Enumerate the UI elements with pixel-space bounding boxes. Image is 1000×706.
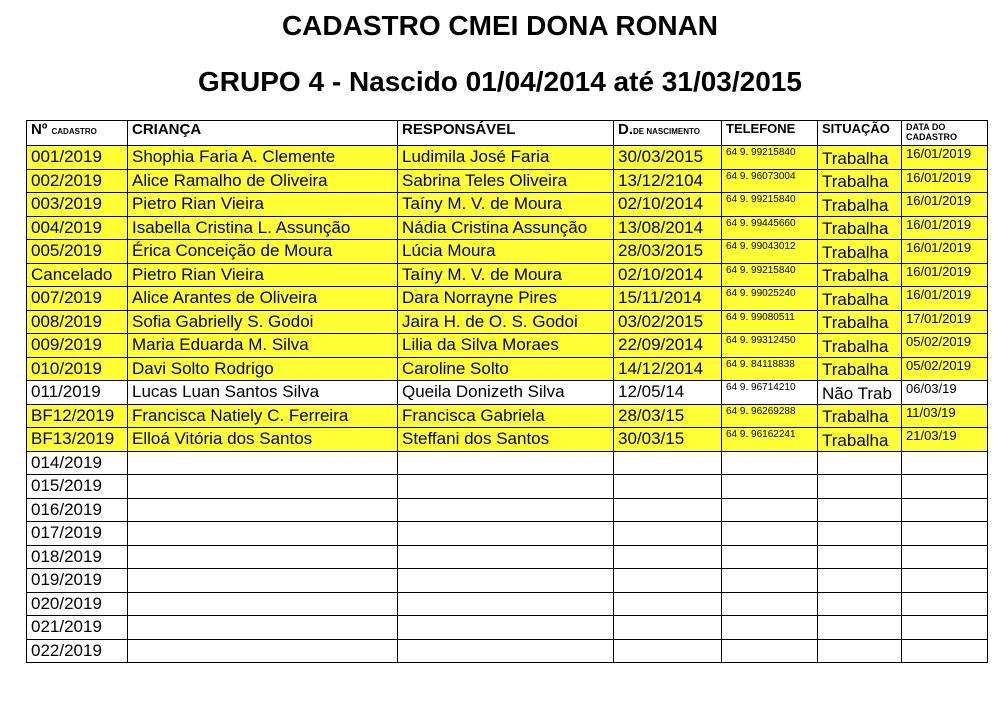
cell-data-cadastro — [902, 639, 988, 663]
cell-situacao: Não Trab — [818, 381, 902, 405]
cell-data-cadastro: 06/03/19 — [902, 381, 988, 405]
cell-numero: 004/2019 — [27, 216, 128, 240]
header-numero — [27, 121, 128, 146]
cell-responsavel — [398, 639, 614, 663]
header-nascimento-small: DE NASCIMENTO — [633, 127, 700, 136]
header-numero-main: Nº — [31, 121, 48, 138]
cell-telefone: 64 9. 99312450 — [722, 334, 818, 358]
table-row — [27, 498, 988, 522]
cell-situacao: Trabalha — [818, 169, 902, 193]
cell-data-cadastro — [902, 545, 988, 569]
cell-nascimento: 13/08/2014 — [614, 216, 722, 240]
table-row — [27, 592, 988, 616]
cell-crianca: Pietro Rian Vieira — [128, 263, 398, 287]
cell-situacao — [818, 569, 902, 593]
cell-numero: 003/2019 — [27, 193, 128, 217]
cell-nascimento: 22/09/2014 — [614, 334, 722, 358]
header-numero-small: CADASTRO — [51, 127, 97, 136]
group-subtitle: GRUPO 4 - Nascido 01/04/2014 até 31/03/2015 — [198, 66, 802, 97]
cell-crianca: Isabella Cristina L. Assunção — [128, 216, 398, 240]
cell-data-cadastro — [902, 475, 988, 499]
cell-responsavel: Lilia da Silva Moraes — [398, 334, 614, 358]
cell-telefone — [722, 545, 818, 569]
cell-nascimento — [614, 451, 722, 475]
cell-numero: 014/2019 — [27, 451, 128, 475]
table-row — [27, 545, 988, 569]
table-row — [27, 381, 988, 405]
cell-responsavel — [398, 451, 614, 475]
cell-crianca: Alice Ramalho de Oliveira — [128, 169, 398, 193]
cell-crianca — [128, 616, 398, 640]
cell-nascimento — [614, 545, 722, 569]
cell-telefone: 64 9. 99043012 — [722, 240, 818, 264]
cell-crianca — [128, 522, 398, 546]
cell-responsavel: Queila Donizeth Silva — [398, 381, 614, 405]
cell-data-cadastro: 16/01/2019 — [902, 240, 988, 264]
cell-crianca — [128, 545, 398, 569]
cell-nascimento: 30/03/15 — [614, 428, 722, 452]
cell-crianca: Francisca Natiely C. Ferreira — [128, 404, 398, 428]
table-row — [27, 569, 988, 593]
cell-crianca: Sofia Gabrielly S. Godoi — [128, 310, 398, 334]
cell-telefone — [722, 592, 818, 616]
cell-telefone — [722, 569, 818, 593]
header-nascimento-main: D. — [618, 121, 633, 138]
cell-numero: 022/2019 — [27, 639, 128, 663]
cell-nascimento — [614, 475, 722, 499]
cell-data-cadastro: 17/01/2019 — [902, 310, 988, 334]
cell-telefone — [722, 451, 818, 475]
cell-telefone: 64 9. 99215840 — [722, 193, 818, 217]
cell-data-cadastro — [902, 522, 988, 546]
cell-crianca — [128, 592, 398, 616]
cell-nascimento — [614, 639, 722, 663]
cell-nascimento — [614, 498, 722, 522]
cell-responsavel: Francisca Gabriela — [398, 404, 614, 428]
cell-crianca: Pietro Rian Vieira — [128, 193, 398, 217]
cell-telefone: 64 9. 99215840 — [722, 146, 818, 170]
cell-numero: 010/2019 — [27, 357, 128, 381]
table-row — [27, 475, 988, 499]
cell-numero: 015/2019 — [27, 475, 128, 499]
cell-telefone — [722, 639, 818, 663]
cell-crianca — [128, 569, 398, 593]
cell-crianca — [128, 475, 398, 499]
cell-situacao — [818, 522, 902, 546]
cell-responsavel — [398, 592, 614, 616]
cell-numero: 020/2019 — [27, 592, 128, 616]
cell-crianca — [128, 498, 398, 522]
cell-responsavel — [398, 522, 614, 546]
cell-data-cadastro: 16/01/2019 — [902, 263, 988, 287]
cell-telefone: 64 9. 84118838 — [722, 357, 818, 381]
cell-numero: Cancelado — [27, 263, 128, 287]
cell-responsavel — [398, 498, 614, 522]
cell-nascimento: 28/03/15 — [614, 404, 722, 428]
table-row — [27, 451, 988, 475]
cell-numero: BF13/2019 — [27, 428, 128, 452]
cell-data-cadastro: 16/01/2019 — [902, 169, 988, 193]
cell-crianca: Maria Eduarda M. Silva — [128, 334, 398, 358]
cell-situacao: Trabalha — [818, 193, 902, 217]
header-crianca: CRIANÇA — [128, 121, 398, 146]
cell-numero: 017/2019 — [27, 522, 128, 546]
header-nascimento — [614, 121, 722, 146]
cell-numero: 019/2019 — [27, 569, 128, 593]
header-telefone: TELEFONE — [722, 121, 818, 146]
cell-data-cadastro: 11/03/19 — [902, 404, 988, 428]
cell-responsavel: Ludimila José Faria — [398, 146, 614, 170]
cell-numero: 002/2019 — [27, 169, 128, 193]
cell-responsavel: Sabrina Teles Oliveira — [398, 169, 614, 193]
cell-data-cadastro: 05/02/2019 — [902, 334, 988, 358]
cell-crianca — [128, 451, 398, 475]
cell-numero: 005/2019 — [27, 240, 128, 264]
cell-responsavel — [398, 475, 614, 499]
cell-situacao: Trabalha — [818, 334, 902, 358]
cell-numero: 001/2019 — [27, 146, 128, 170]
table-row — [27, 428, 988, 452]
cell-crianca: Elloá Vitória dos Santos — [128, 428, 398, 452]
cell-responsavel — [398, 569, 614, 593]
table-row — [27, 146, 988, 170]
registration-table — [26, 120, 988, 663]
cell-responsavel: Steffani dos Santos — [398, 428, 614, 452]
header-responsavel: RESPONSÁVEL — [398, 121, 614, 146]
cell-telefone — [722, 522, 818, 546]
cell-crianca — [128, 639, 398, 663]
cell-telefone — [722, 616, 818, 640]
cell-situacao: Trabalha — [818, 146, 902, 170]
header-data-cadastro-line2: CADASTRO — [906, 132, 957, 142]
cell-crianca: Shophia Faria A. Clemente — [128, 146, 398, 170]
cell-situacao — [818, 475, 902, 499]
cell-situacao — [818, 451, 902, 475]
cell-nascimento: 30/03/2015 — [614, 146, 722, 170]
cell-nascimento — [614, 592, 722, 616]
cell-telefone — [722, 475, 818, 499]
cell-data-cadastro: 16/01/2019 — [902, 216, 988, 240]
cell-crianca: Alice Arantes de Oliveira — [128, 287, 398, 311]
cell-telefone: 64 9. 99025240 — [722, 287, 818, 311]
cell-numero: 011/2019 — [27, 381, 128, 405]
cell-nascimento — [614, 616, 722, 640]
cell-nascimento: 02/10/2014 — [614, 263, 722, 287]
cell-situacao: Trabalha — [818, 404, 902, 428]
table-row — [27, 639, 988, 663]
cell-numero: 021/2019 — [27, 616, 128, 640]
cell-telefone: 64 9. 96073004 — [722, 169, 818, 193]
cell-responsavel: Lúcia Moura — [398, 240, 614, 264]
cell-numero: 016/2019 — [27, 498, 128, 522]
table-row — [27, 263, 988, 287]
cell-data-cadastro: 16/01/2019 — [902, 146, 988, 170]
table-body — [27, 146, 988, 663]
cell-situacao: Trabalha — [818, 287, 902, 311]
cell-situacao — [818, 592, 902, 616]
cell-nascimento: 15/11/2014 — [614, 287, 722, 311]
cell-situacao — [818, 545, 902, 569]
cell-data-cadastro — [902, 569, 988, 593]
header-situacao: SITUAÇÃO — [818, 121, 902, 146]
cell-responsavel: Caroline Solto — [398, 357, 614, 381]
cell-responsavel: Nádia Cristina Assunção — [398, 216, 614, 240]
cell-data-cadastro — [902, 498, 988, 522]
cell-situacao: Trabalha — [818, 240, 902, 264]
table-row — [27, 287, 988, 311]
table-row — [27, 240, 988, 264]
document-title: CADASTRO CMEI DONA RONAN — [281, 10, 719, 41]
cell-situacao — [818, 639, 902, 663]
cell-crianca: Érica Conceição de Moura — [128, 240, 398, 264]
cell-numero: 018/2019 — [27, 545, 128, 569]
cell-nascimento: 03/02/2015 — [614, 310, 722, 334]
cell-situacao: Trabalha — [818, 216, 902, 240]
cell-responsavel: Dara Norrayne Pires — [398, 287, 614, 311]
cell-data-cadastro: 16/01/2019 — [902, 193, 988, 217]
cell-situacao: Trabalha — [818, 357, 902, 381]
table-row — [27, 522, 988, 546]
table-row — [27, 357, 988, 381]
cell-telefone — [722, 498, 818, 522]
cell-nascimento — [614, 569, 722, 593]
cell-situacao: Trabalha — [818, 310, 902, 334]
table-row — [27, 404, 988, 428]
header-data-cadastro — [902, 121, 988, 146]
cell-nascimento: 12/05/14 — [614, 381, 722, 405]
cell-telefone: 64 9. 99215840 — [722, 263, 818, 287]
cell-data-cadastro — [902, 616, 988, 640]
cell-responsavel: Taíny M. V. de Moura — [398, 193, 614, 217]
cell-data-cadastro — [902, 451, 988, 475]
cell-telefone: 64 9. 96269288 — [722, 404, 818, 428]
cell-nascimento — [614, 522, 722, 546]
cell-numero: 009/2019 — [27, 334, 128, 358]
cell-crianca: Lucas Luan Santos Silva — [128, 381, 398, 405]
cell-nascimento: 02/10/2014 — [614, 193, 722, 217]
cell-situacao — [818, 616, 902, 640]
table-row — [27, 216, 988, 240]
cell-numero: BF12/2019 — [27, 404, 128, 428]
table-row — [27, 193, 988, 217]
cell-data-cadastro: 21/03/19 — [902, 428, 988, 452]
cell-responsavel: Jaira H. de O. S. Godoi — [398, 310, 614, 334]
cell-situacao: Trabalha — [818, 263, 902, 287]
cell-telefone: 64 9. 99445660 — [722, 216, 818, 240]
table-row — [27, 310, 988, 334]
cell-responsavel: Taíny M. V. de Moura — [398, 263, 614, 287]
table-row — [27, 616, 988, 640]
header-row — [27, 121, 988, 146]
cell-telefone: 64 9. 99080511 — [722, 310, 818, 334]
cell-responsavel — [398, 545, 614, 569]
cell-nascimento: 14/12/2014 — [614, 357, 722, 381]
cell-nascimento: 28/03/2015 — [614, 240, 722, 264]
cell-telefone: 64 9. 96714210 — [722, 381, 818, 405]
cell-situacao: Trabalha — [818, 428, 902, 452]
cell-data-cadastro — [902, 592, 988, 616]
cell-situacao — [818, 498, 902, 522]
table-row — [27, 169, 988, 193]
table-row — [27, 334, 988, 358]
cell-data-cadastro: 16/01/2019 — [902, 287, 988, 311]
cell-crianca: Davi Solto Rodrigo — [128, 357, 398, 381]
cell-telefone: 64 9. 96162241 — [722, 428, 818, 452]
cell-numero: 008/2019 — [27, 310, 128, 334]
cell-numero: 007/2019 — [27, 287, 128, 311]
cell-data-cadastro: 05/02/2019 — [902, 357, 988, 381]
cell-responsavel — [398, 616, 614, 640]
header-data-cadastro-line1: DATA DO — [906, 122, 946, 132]
cell-nascimento: 13/12/2104 — [614, 169, 722, 193]
